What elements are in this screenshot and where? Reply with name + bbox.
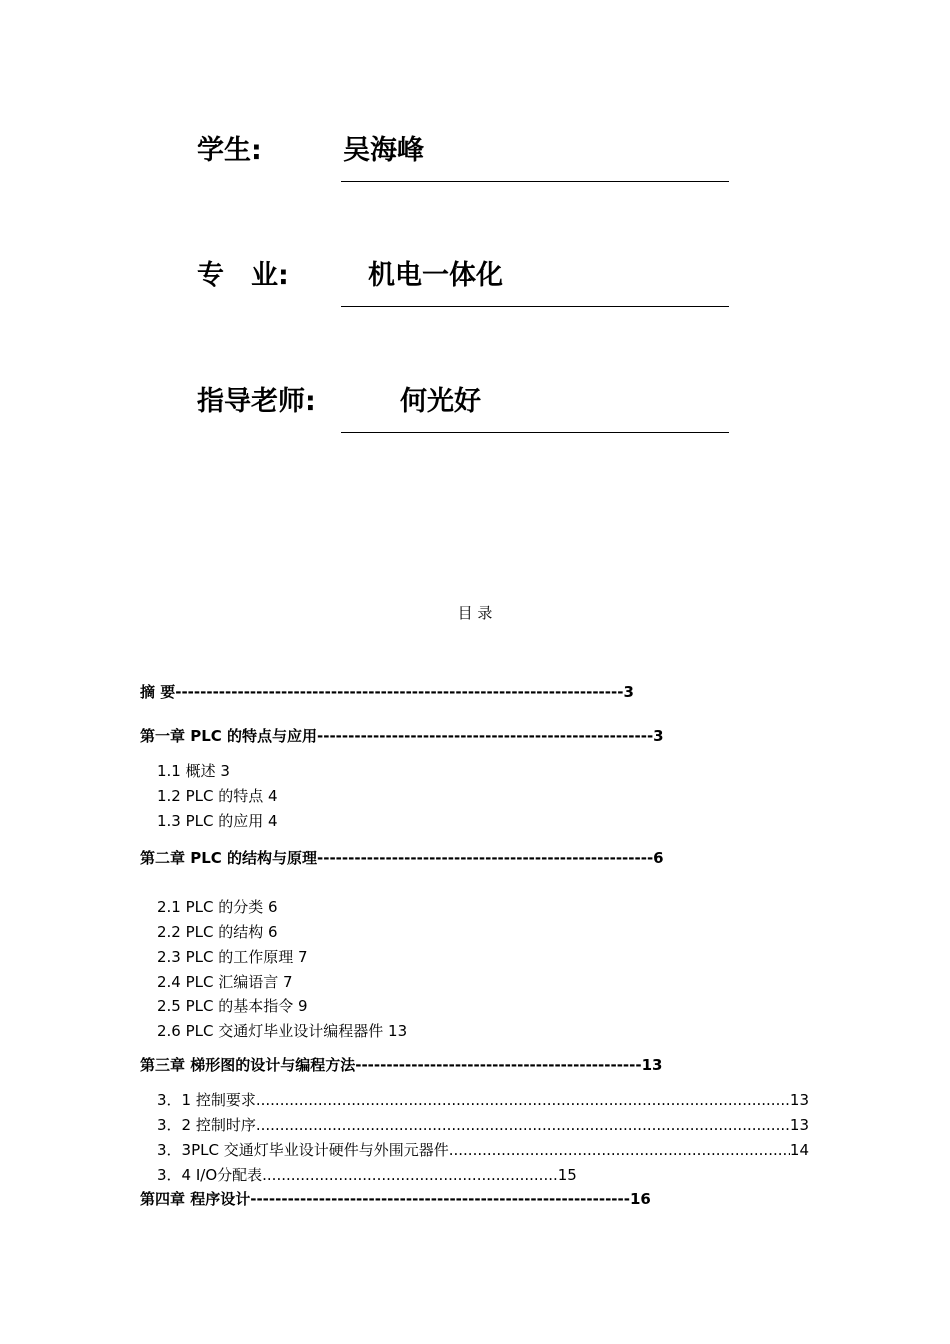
advisor-name: 何光好 <box>400 386 481 417</box>
toc-item: 2.4 PLC 汇编语言 7 <box>157 973 293 991</box>
toc-chapter-2: 第二章 PLC 的结构与原理------------------------------------------------------6 <box>140 849 664 867</box>
toc-title: 目 录 <box>457 604 493 622</box>
student-underline <box>341 181 729 182</box>
toc-chapter-1: 第一章 PLC 的特点与应用------------------------------------------------------3 <box>140 727 664 745</box>
toc-abstract: 摘 要------------------------------------------------------------------------3 <box>140 683 634 701</box>
dot-leader <box>256 1090 790 1110</box>
advisor-underline <box>341 432 729 433</box>
toc-item: 2.2 PLC 的结构 6 <box>157 923 278 941</box>
toc-row-page: 14 <box>789 1141 809 1159</box>
advisor-label: 指导老师: <box>197 386 316 417</box>
toc-item: 2.3 PLC 的工作原理 7 <box>157 948 308 966</box>
toc-row <box>157 1115 809 1135</box>
major-value: 机电一体化 <box>368 260 503 291</box>
toc-row-title: 3．3PLC 交通灯毕业设计硬件与外围元器件 <box>157 1141 449 1159</box>
toc-row-page: 13 <box>789 1116 809 1134</box>
toc-item: 2.1 PLC 的分类 6 <box>157 898 278 916</box>
toc-chapter-4: 第四章 程序设计-------------------------------------------------------------16 <box>140 1190 651 1208</box>
toc-row-title: 3．2 控制时序 <box>157 1116 256 1134</box>
toc-row-title: 3．1 控制要求 <box>157 1091 256 1109</box>
dot-leader <box>449 1140 790 1160</box>
toc-item: 2.5 PLC 的基本指令 9 <box>157 997 308 1015</box>
toc-item: 3．4 I/O分配表..............................................................15 <box>157 1166 577 1184</box>
major-label: 专 业: <box>197 260 289 291</box>
toc-item: 2.6 PLC 交通灯毕业设计编程器件 13 <box>157 1022 408 1040</box>
student-name: 吴海峰 <box>343 135 424 166</box>
dot-leader <box>256 1115 790 1135</box>
student-label: 学生: <box>197 135 262 166</box>
toc-item: 1.3 PLC 的应用 4 <box>157 812 278 830</box>
toc-row-page: 13 <box>789 1091 809 1109</box>
toc-item: 1.2 PLC 的特点 4 <box>157 787 278 805</box>
toc-row <box>157 1090 809 1110</box>
toc-item: 1.1 概述 3 <box>157 762 230 780</box>
toc-chapter-3: 第三章 梯形图的设计与编程方法----------------------------------------------13 <box>140 1056 663 1074</box>
major-underline <box>341 306 729 307</box>
toc-row <box>157 1140 809 1160</box>
